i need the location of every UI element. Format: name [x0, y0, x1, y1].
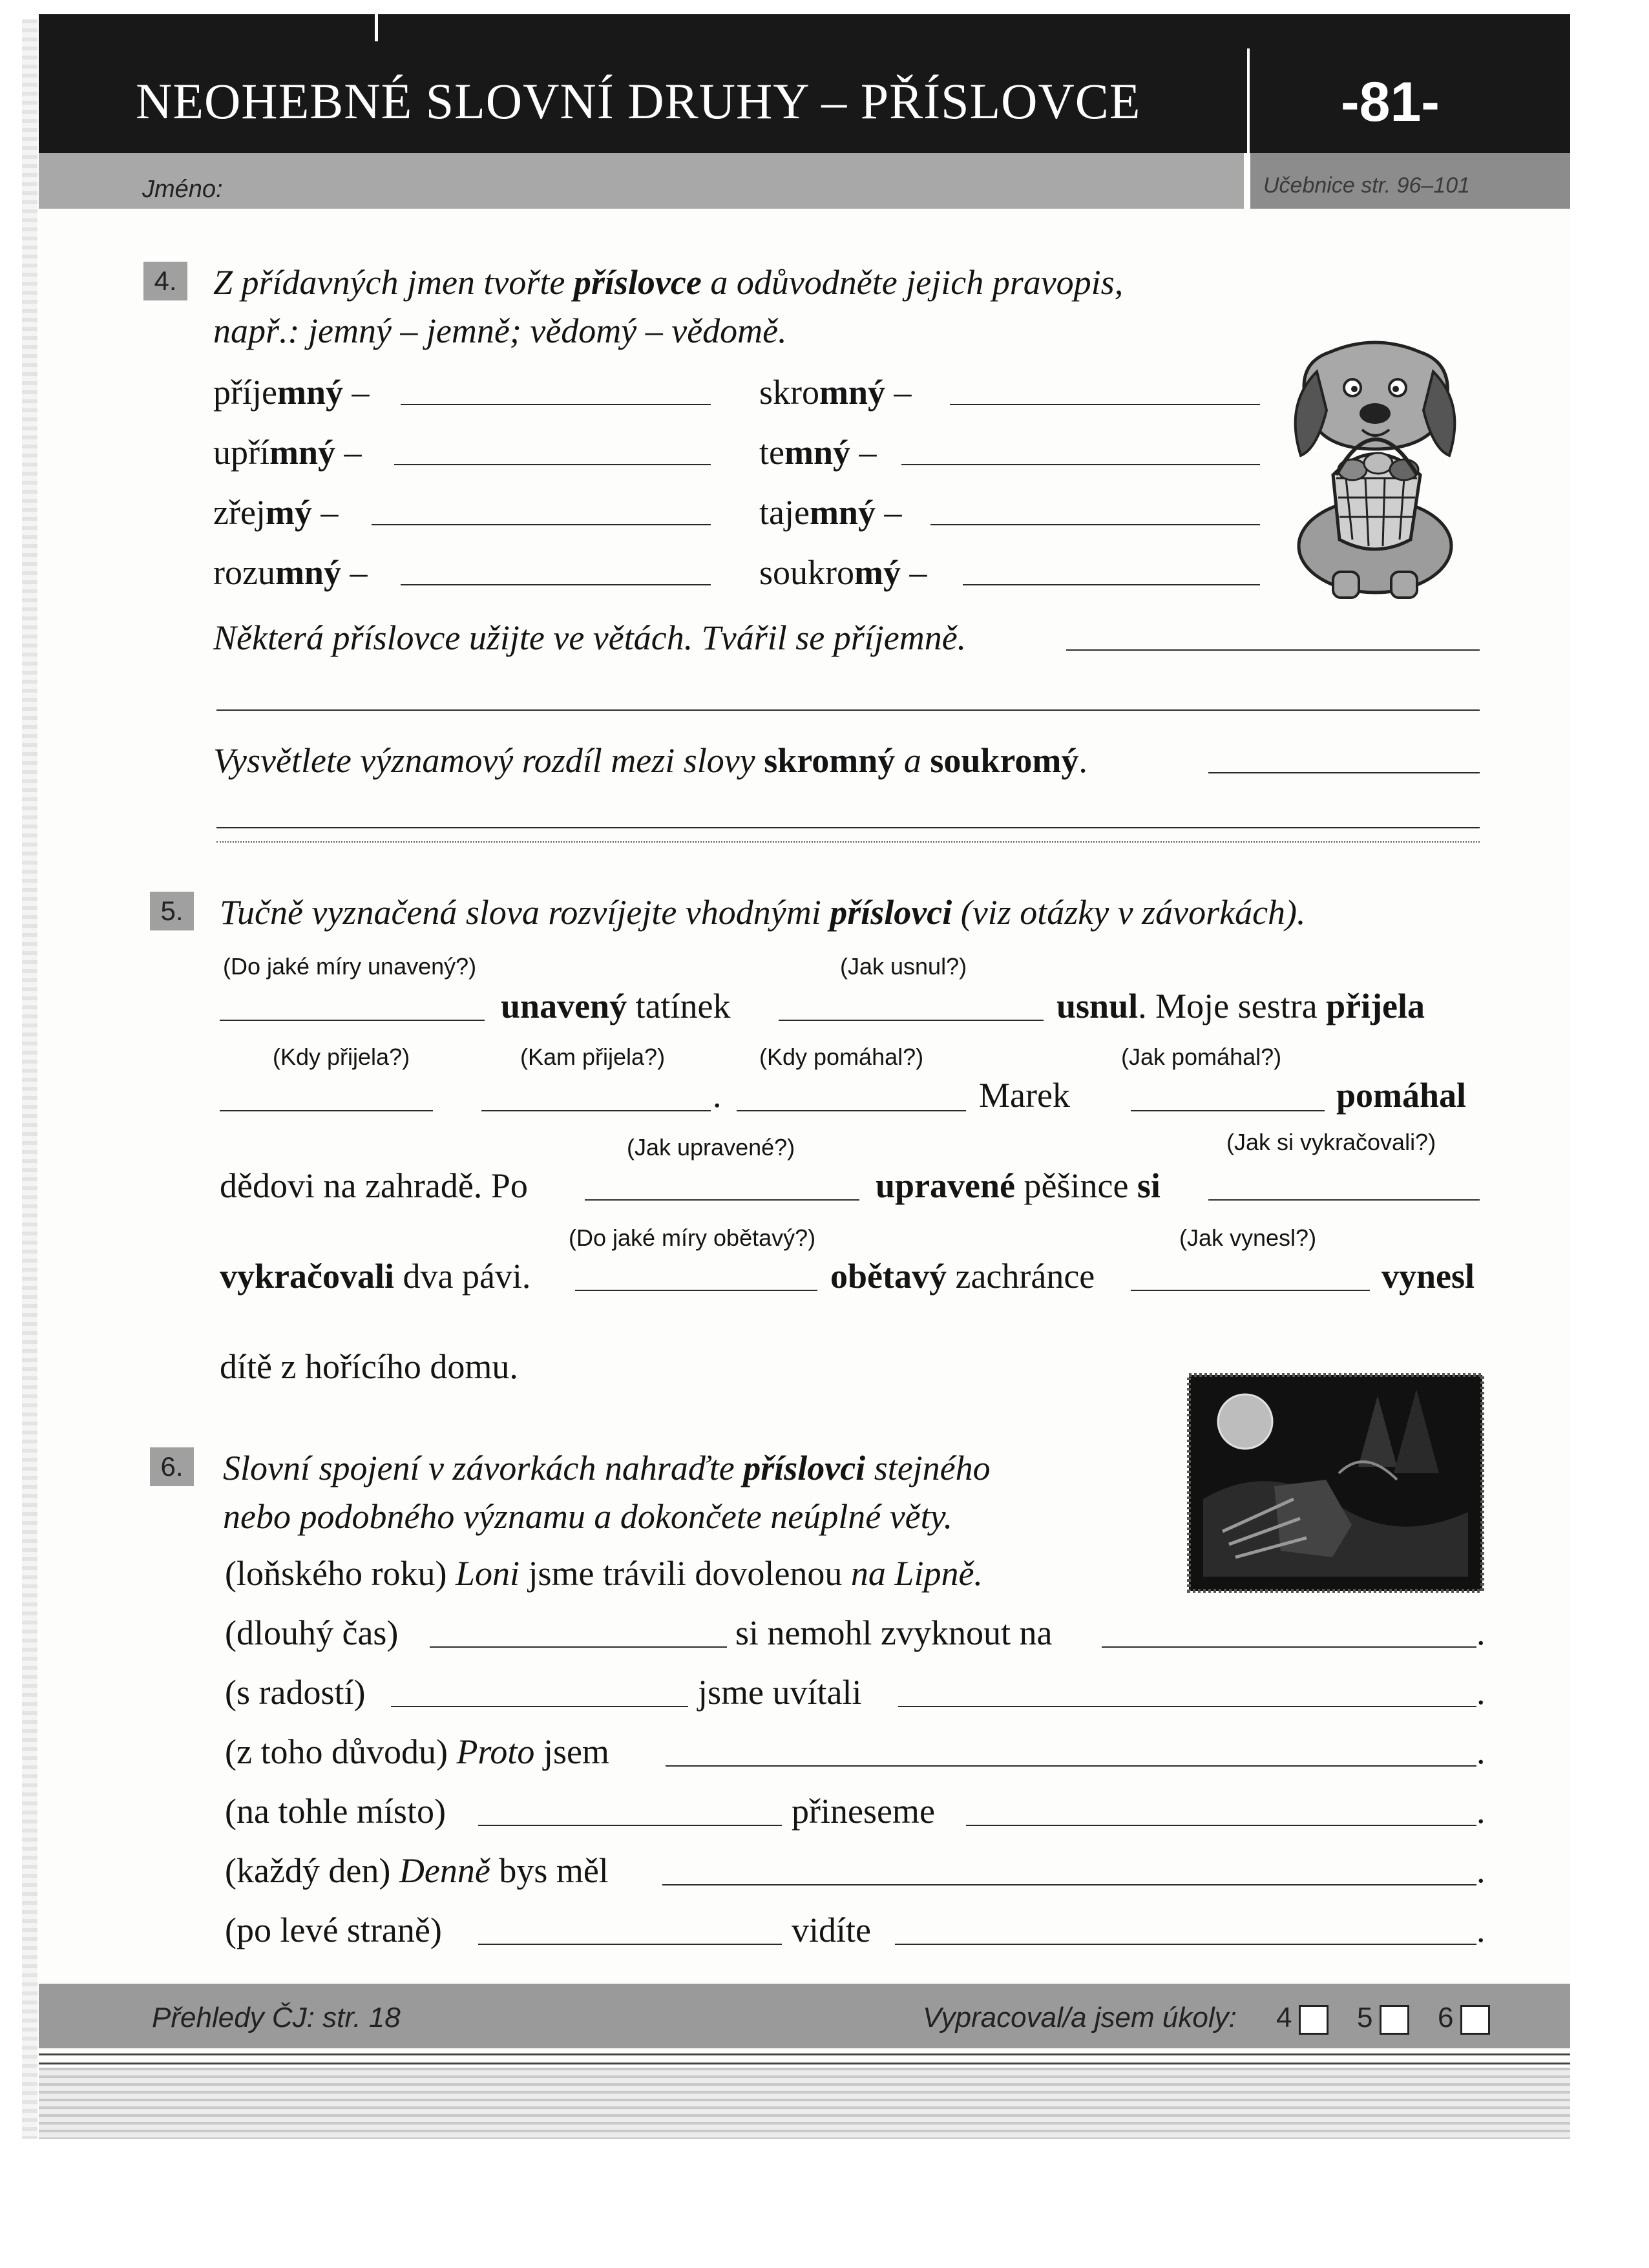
answer-line-5-9[interactable]: [575, 1290, 817, 1291]
word-uprimny: upřímný –: [213, 433, 362, 472]
ex6-row-2-end: .: [1476, 1613, 1486, 1652]
answer-line-sentences-1[interactable]: [1066, 649, 1480, 651]
textbook-reference: Učebnice str. 96–101: [1263, 173, 1471, 198]
exercise-4-difference-prompt: Vysvětlete významový rozdíl mezi slovy skromný a soukromý.: [213, 741, 1087, 780]
answer-line-difference-1[interactable]: [1208, 772, 1480, 773]
answer-line-5-5[interactable]: [737, 1110, 966, 1111]
answer-line-5-8[interactable]: [1208, 1199, 1480, 1201]
footer-completed-label: Vypracoval/a jsem úkoly:: [923, 2002, 1237, 2033]
answer-line-5-10[interactable]: [1131, 1290, 1370, 1291]
checkbox-task-6[interactable]: [1460, 2005, 1490, 2035]
answer-line-5-2[interactable]: [779, 1020, 1044, 1021]
word-prijemny: příjemný –: [213, 373, 370, 412]
question-7: (Jak upravené?): [627, 1134, 795, 1160]
question-5: (Kdy pomáhal?): [759, 1044, 924, 1070]
ex6-row-7-end: .: [1476, 1911, 1486, 1949]
ex6-row-4: (z toho důvodu) Proto jsem: [225, 1732, 609, 1771]
answer-line-5-1[interactable]: [220, 1020, 485, 1021]
exercise-6-instruction-2: nebo podobného významu a dokončete neúplné věty.: [223, 1497, 953, 1536]
answer-line-uprimny[interactable]: [394, 464, 711, 465]
answer-line-6-5a[interactable]: [478, 1825, 782, 1826]
ex6-row-7-paren: (po levé straně): [225, 1911, 442, 1949]
question-2: (Jak usnul?): [840, 953, 967, 980]
ex6-row-3-rest: jsme uvítali: [698, 1673, 862, 1712]
word-rozumny: rozumný –: [213, 553, 368, 592]
footer-page-stack: [39, 2068, 1570, 2139]
word-zrejmy: zřejmý –: [213, 493, 339, 532]
ex6-row-5-end: .: [1476, 1792, 1486, 1831]
answer-line-6-2b[interactable]: [1102, 1646, 1476, 1648]
answer-line-soukromy[interactable]: [963, 584, 1260, 585]
question-8: (Jak si vykračovali?): [1226, 1129, 1436, 1155]
question-4: (Kam přijela?): [520, 1044, 666, 1070]
question-6: (Jak pomáhal?): [1121, 1044, 1282, 1070]
answer-line-sentences-2[interactable]: [216, 709, 1480, 711]
answer-line-5-4[interactable]: [481, 1110, 711, 1111]
ex5-row5-text: dítě z hořícího domu.: [220, 1347, 518, 1386]
ex5-row3-dedovi: dědovi na zahradě. Po: [220, 1166, 528, 1205]
word-temny: temný –: [759, 433, 877, 472]
header-divider: [1247, 48, 1250, 160]
checkbox-label-6: 6: [1438, 2002, 1454, 2033]
word-tajemny: tajemný –: [759, 493, 902, 532]
exercise-6-number: 6.: [150, 1447, 194, 1486]
ex6-row-5-rest: přineseme: [792, 1792, 935, 1831]
exercise-6-instruction-1: Slovní spojení v závorkách nahraďte příslovci stejného: [223, 1449, 991, 1487]
dog-with-basket-illustration: [1272, 326, 1478, 604]
ex5-row2-period: .: [713, 1076, 722, 1115]
answer-line-prijemny[interactable]: [401, 404, 711, 405]
ex6-row-2-paren: (dlouhý čas): [225, 1613, 399, 1652]
answer-line-6-2a[interactable]: [430, 1646, 727, 1648]
word-skromny: skromný –: [759, 373, 912, 412]
checkbox-task-4[interactable]: [1299, 2005, 1329, 2035]
page-title: NEOHEBNÉ SLOVNÍ DRUHY – PŘÍSLOVCE: [136, 73, 1141, 129]
answer-line-6-7a[interactable]: [478, 1944, 782, 1945]
answer-line-6-3a[interactable]: [391, 1706, 688, 1707]
answer-line-5-3[interactable]: [220, 1110, 433, 1111]
ex6-row-6-end: .: [1476, 1851, 1486, 1890]
answer-line-difference-2[interactable]: [216, 827, 1480, 828]
ex5-row1-text-a: unavený tatínek: [501, 987, 731, 1025]
footer-rule-1: [39, 2053, 1570, 2055]
answer-line-zrejmy[interactable]: [372, 524, 711, 525]
question-1: (Do jaké míry unavený?): [223, 953, 477, 980]
ex5-row2-marek: Marek: [979, 1076, 1070, 1115]
ex6-row-4-end: .: [1476, 1732, 1486, 1771]
footer-rule-2: [39, 2063, 1570, 2064]
answer-line-6-6[interactable]: [662, 1884, 1476, 1885]
ex6-row-3-paren: (s radostí): [225, 1673, 366, 1712]
question-10: (Jak vynesl?): [1179, 1224, 1317, 1251]
header-tick: [375, 14, 378, 41]
answer-line-6-3b[interactable]: [898, 1706, 1476, 1707]
dotted-separator: [216, 841, 1480, 843]
ex6-row-6: (každý den) Denně bys měl: [225, 1851, 609, 1890]
ex5-row4-text-a: vykračovali dva pávi.: [220, 1257, 531, 1296]
name-label: Jméno:: [142, 176, 223, 203]
exercise-5-instruction: Tučně vyznačená slova rozvíjejte vhodnými příslovci (viz otázky v závorkách).: [220, 893, 1306, 932]
answer-line-rozumny[interactable]: [401, 584, 711, 585]
ex5-row4-vynesl: vynesl: [1381, 1257, 1475, 1296]
answer-line-temny[interactable]: [901, 464, 1260, 465]
footer-reference: Přehledy ČJ: str. 18: [152, 2002, 401, 2033]
checkbox-label-4: 4: [1276, 2002, 1292, 2033]
question-9: (Do jaké míry obětavý?): [569, 1224, 816, 1251]
answer-line-6-5b[interactable]: [966, 1825, 1476, 1826]
ex5-row1-text-b: usnul. Moje sestra přijela: [1056, 987, 1425, 1025]
ex6-row-1: (loňského roku) Loni jsme trávili dovolenou na Lipně.: [225, 1554, 983, 1593]
ex6-row-2-rest: si nemohl zvyknout na: [735, 1613, 1053, 1652]
page-edge-shadow: [22, 19, 37, 2139]
ex6-row-5-paren: (na tohle místo): [225, 1792, 446, 1831]
answer-line-tajemny[interactable]: [930, 524, 1260, 525]
answer-line-5-6[interactable]: [1131, 1110, 1325, 1111]
exercise-4-instruction: Z přídavných jmen tvořte příslovce a odůvodněte jejich pravopis,: [213, 263, 1124, 302]
exercise-4-number: 4.: [143, 262, 187, 300]
ex5-row3-text: upravené pěšince si: [876, 1166, 1161, 1205]
answer-line-6-4[interactable]: [666, 1765, 1476, 1767]
answer-line-skromny[interactable]: [950, 404, 1260, 405]
checkbox-label-5: 5: [1357, 2002, 1373, 2033]
exercise-4-sentences-prompt: Některá příslovce užijte ve větách. Tvářil se příjemně.: [213, 618, 967, 657]
answer-line-5-7[interactable]: [585, 1199, 859, 1201]
ex6-row-3-end: .: [1476, 1673, 1486, 1712]
exercise-4-example: např.: jemný – jemně; vědomý – vědomě.: [213, 311, 787, 350]
question-3: (Kdy přijela?): [273, 1044, 410, 1070]
answer-line-6-7b[interactable]: [895, 1944, 1476, 1945]
ex6-row-7-rest: vidíte: [792, 1911, 871, 1949]
page-number: -81-: [1341, 71, 1440, 133]
night-scene-illustration: [1184, 1370, 1487, 1596]
ex5-row2-pomahal: pomáhal: [1336, 1076, 1467, 1115]
checkbox-task-5[interactable]: [1380, 2005, 1409, 2035]
ex5-row4-text-b: obětavý zachránce: [830, 1257, 1095, 1296]
exercise-5-number: 5.: [150, 892, 194, 930]
word-soukromy: soukromý –: [759, 553, 927, 592]
